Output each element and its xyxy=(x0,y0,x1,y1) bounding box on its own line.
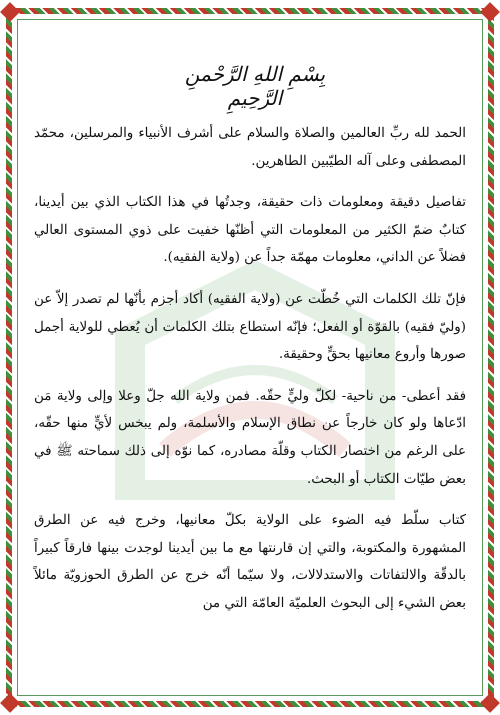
paragraph: كتاب سلّط فيه الضوء على الولاية بكلّ معانيها، وخرج فيه عن الطرق المشهورة والمكتوبة، والتي إن قارنتها مع ما بين أيدينا لوجدت بينها فارقاً كبيراً بالدقّة والالتفاتات والاستدلالات، ولا سيّما أنّه خرج عن الطرق الحوزويّة مائلاً بعض الشيء إلى البحوث العلميّة العامّة التي من xyxy=(34,513,466,611)
bismillah-heading: بِسْمِ اللهِ الرَّحْمنِ الرَّحِيمِ xyxy=(184,62,326,110)
paragraph: فإنّ تلك الكلمات التي خُطّت عن (ولاية الفقيه) أكاد أجزم بأنّها لم تصدر إلاّ عن (وليّ فقيه) بالقوّة أو الفعل؛ فإنّه استطاع بتلك الكلمات أن يُعطي للولاية أجمل صورها وأروع معانيها بحقٍّ وحقيقة. xyxy=(34,291,466,363)
paragraph: فقد أعطى- من ناحية- لكلّ وليٍّ حقّه. فمن ولاية الله جلّ وعلا وإلى ولاية مَن ادّعاها ولو كان خارجاً عن نطاق الإسلام والأسلمة، ولم يبخس لأيٍّ منها حقّه، على الرغم من اختصار الكتاب وقلّة مصادره، كما نوّه إلى ذلك سماحته ﷺ في بعض طيّات الكتاب أو البحث. xyxy=(34,388,466,487)
body-text xyxy=(34,120,466,632)
paragraph: تفاصيل دقيقة ومعلومات ذات حقيقة، وجدتُها في هذا الكتاب الذي بين أيدينا، كتابٌ ضمّ الكثير من المعلومات التي أظنّها خفيت على ذوي المستوى العالي فضلاً عن الداني، معلومات مهمّة جداً عن (ولاية الفقيه). xyxy=(34,195,466,266)
paragraph: الحمد لله ربِّ العالمين والصلاة والسلام على أشرف الأنبياء والمرسلين، محمّد المصطفى وعلى آله الطيّبين الطاهرين. xyxy=(34,126,466,169)
